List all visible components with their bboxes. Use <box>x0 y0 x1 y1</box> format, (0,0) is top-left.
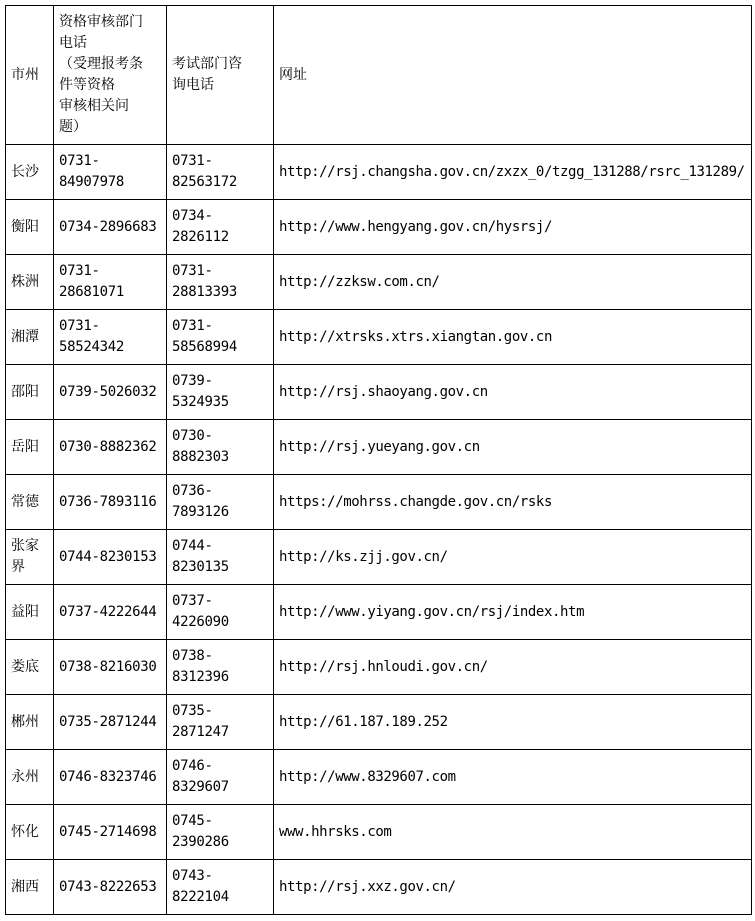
cell-exam-phone <box>167 255 274 310</box>
cell-city <box>6 640 54 695</box>
cell-line: 8329607 <box>172 779 229 795</box>
table-row <box>6 640 752 695</box>
header-line: 考试部门咨 <box>172 56 242 72</box>
cell-qualification-phone <box>54 750 167 805</box>
header-line: 件等资格 <box>59 77 115 93</box>
cell-qualification-phone <box>54 310 167 365</box>
cell-line: 0737- <box>172 593 213 609</box>
cell-website: http://www.hengyang.gov.cn/hysrsj/ <box>274 200 752 255</box>
cell-line: 0746-8323746 <box>59 768 157 785</box>
cell-city <box>6 750 54 805</box>
cell-line: 0730-8882362 <box>59 438 157 455</box>
cell-line: 0745-2714698 <box>59 823 157 840</box>
table-row <box>6 860 752 915</box>
cell-city <box>6 530 54 585</box>
cell-city <box>6 255 54 310</box>
cell-website: http://61.187.189.252 <box>274 695 752 750</box>
cell-line: 常德 <box>11 493 39 510</box>
cell-qualification-phone <box>54 365 167 420</box>
cell-exam-phone <box>167 365 274 420</box>
cell-line: 株洲 <box>11 273 39 290</box>
table-row <box>6 200 752 255</box>
cell-line: 8230135 <box>172 559 229 575</box>
cell-line: 28813393 <box>172 284 238 300</box>
cell-exam-phone <box>167 860 274 915</box>
cell-city <box>6 365 54 420</box>
cell-line: 0746- <box>172 758 213 774</box>
cell-line: 0731- <box>172 263 213 279</box>
cell-website: http://rsj.shaoyang.gov.cn <box>274 365 752 420</box>
table-row <box>6 420 752 475</box>
cell-city <box>6 420 54 475</box>
cell-line: 0738- <box>172 648 213 664</box>
cell-city <box>6 145 54 200</box>
table-row <box>6 805 752 860</box>
cell-line: 2826112 <box>172 229 229 245</box>
cell-city <box>6 475 54 530</box>
cell-line: 0730- <box>172 428 213 444</box>
cell-line: 0739- <box>172 373 213 389</box>
table-row <box>6 750 752 805</box>
cell-city <box>6 310 54 365</box>
cell-exam-phone <box>167 420 274 475</box>
cell-line: 0738-8216030 <box>59 658 157 675</box>
cell-line: 邵阳 <box>11 383 39 400</box>
contact-table <box>5 5 752 915</box>
header-website: 网址 <box>274 6 752 145</box>
cell-line: 0731- <box>172 318 213 334</box>
cell-line: 娄底 <box>11 658 39 675</box>
cell-line: 0736- <box>172 483 213 499</box>
cell-exam-phone <box>167 640 274 695</box>
cell-qualification-phone <box>54 420 167 475</box>
cell-qualification-phone <box>54 695 167 750</box>
cell-qualification-phone <box>54 200 167 255</box>
cell-line: 58568994 <box>172 339 238 355</box>
cell-line: 0734-2896683 <box>59 218 157 235</box>
cell-line: 衡阳 <box>11 218 39 235</box>
cell-line: 7893126 <box>172 504 229 520</box>
cell-line: 岳阳 <box>11 438 39 455</box>
header-city: 市州 <box>6 6 54 145</box>
cell-line: 0743- <box>172 868 213 884</box>
cell-line: 28681071 <box>59 284 125 300</box>
table-row <box>6 310 752 365</box>
cell-exam-phone <box>167 750 274 805</box>
cell-line: 5324935 <box>172 394 229 410</box>
table-row <box>6 365 752 420</box>
cell-line: 58524342 <box>59 339 125 355</box>
cell-qualification-phone <box>54 255 167 310</box>
header-line: 题） <box>59 119 87 135</box>
cell-line: 0743-8222653 <box>59 878 157 895</box>
cell-website: http://rsj.yueyang.gov.cn <box>274 420 752 475</box>
cell-qualification-phone <box>54 475 167 530</box>
cell-line: 0745- <box>172 813 213 829</box>
cell-line: 益阳 <box>11 603 39 620</box>
header-line: 审核相关问 <box>59 98 129 114</box>
cell-line: 8882303 <box>172 449 229 465</box>
cell-line: 湘西 <box>11 878 39 895</box>
cell-line: 郴州 <box>11 713 39 730</box>
cell-website: http://rsj.hnloudi.gov.cn/ <box>274 640 752 695</box>
cell-qualification-phone <box>54 640 167 695</box>
cell-exam-phone <box>167 145 274 200</box>
cell-line: 0731- <box>59 318 100 334</box>
cell-qualification-phone <box>54 530 167 585</box>
header-line: 资格审核部门 <box>59 14 143 30</box>
cell-line: 长沙 <box>11 163 39 180</box>
header-qualification-phone <box>54 6 167 145</box>
cell-website: http://xtrsks.xtrs.xiangtan.gov.cn <box>274 310 752 365</box>
cell-line: 0736-7893116 <box>59 493 157 510</box>
cell-qualification-phone <box>54 145 167 200</box>
cell-city <box>6 585 54 640</box>
table-row <box>6 255 752 310</box>
cell-website: http://www.8329607.com <box>274 750 752 805</box>
header-exam-phone <box>167 6 274 145</box>
table-row <box>6 475 752 530</box>
cell-website: http://www.yiyang.gov.cn/rsj/index.htm <box>274 585 752 640</box>
cell-line: 4226090 <box>172 614 229 630</box>
cell-website: http://rsj.xxz.gov.cn/ <box>274 860 752 915</box>
cell-line: 0731- <box>59 263 100 279</box>
cell-line: 2871247 <box>172 724 229 740</box>
cell-exam-phone <box>167 200 274 255</box>
cell-exam-phone <box>167 805 274 860</box>
cell-line: 8312396 <box>172 669 229 685</box>
cell-line: 2390286 <box>172 834 229 850</box>
cell-qualification-phone <box>54 585 167 640</box>
header-row <box>6 6 752 145</box>
cell-exam-phone <box>167 530 274 585</box>
header-line: 电话 <box>59 35 87 51</box>
cell-website: http://rsj.changsha.gov.cn/zxzx_0/tzgg_131288/rsrc_131289/ <box>274 145 752 200</box>
cell-line: 84907978 <box>59 174 125 190</box>
cell-city <box>6 860 54 915</box>
cell-line: 0734- <box>172 208 213 224</box>
cell-line: 0737-4222644 <box>59 603 157 620</box>
table-row <box>6 585 752 640</box>
cell-website: https://mohrss.changde.gov.cn/rsks <box>274 475 752 530</box>
cell-line: 0731- <box>59 153 100 169</box>
table-row <box>6 695 752 750</box>
header-line: 询电话 <box>172 77 214 93</box>
cell-line: 0744-8230153 <box>59 548 157 565</box>
cell-line: 0735-2871244 <box>59 713 157 730</box>
cell-line: 界 <box>11 559 25 575</box>
cell-line: 82563172 <box>172 174 238 190</box>
cell-line: 湘潭 <box>11 328 39 345</box>
cell-qualification-phone <box>54 860 167 915</box>
cell-city <box>6 200 54 255</box>
cell-line: 0744- <box>172 538 213 554</box>
cell-qualification-phone <box>54 805 167 860</box>
cell-line: 0739-5026032 <box>59 383 157 400</box>
cell-exam-phone <box>167 585 274 640</box>
cell-website: www.hhrsks.com <box>274 805 752 860</box>
table-row <box>6 145 752 200</box>
cell-line: 0735- <box>172 703 213 719</box>
cell-line: 永州 <box>11 768 39 785</box>
cell-line: 怀化 <box>11 823 39 840</box>
cell-exam-phone <box>167 475 274 530</box>
cell-exam-phone <box>167 310 274 365</box>
cell-website: http://zzksw.com.cn/ <box>274 255 752 310</box>
cell-city <box>6 805 54 860</box>
table-row <box>6 530 752 585</box>
cell-exam-phone <box>167 695 274 750</box>
cell-line: 张家 <box>11 538 39 554</box>
header-line: （受理报考条 <box>59 56 143 72</box>
cell-line: 8222104 <box>172 889 229 905</box>
cell-line: 0731- <box>172 153 213 169</box>
cell-city <box>6 695 54 750</box>
cell-website: http://ks.zjj.gov.cn/ <box>274 530 752 585</box>
table-body <box>6 145 752 915</box>
